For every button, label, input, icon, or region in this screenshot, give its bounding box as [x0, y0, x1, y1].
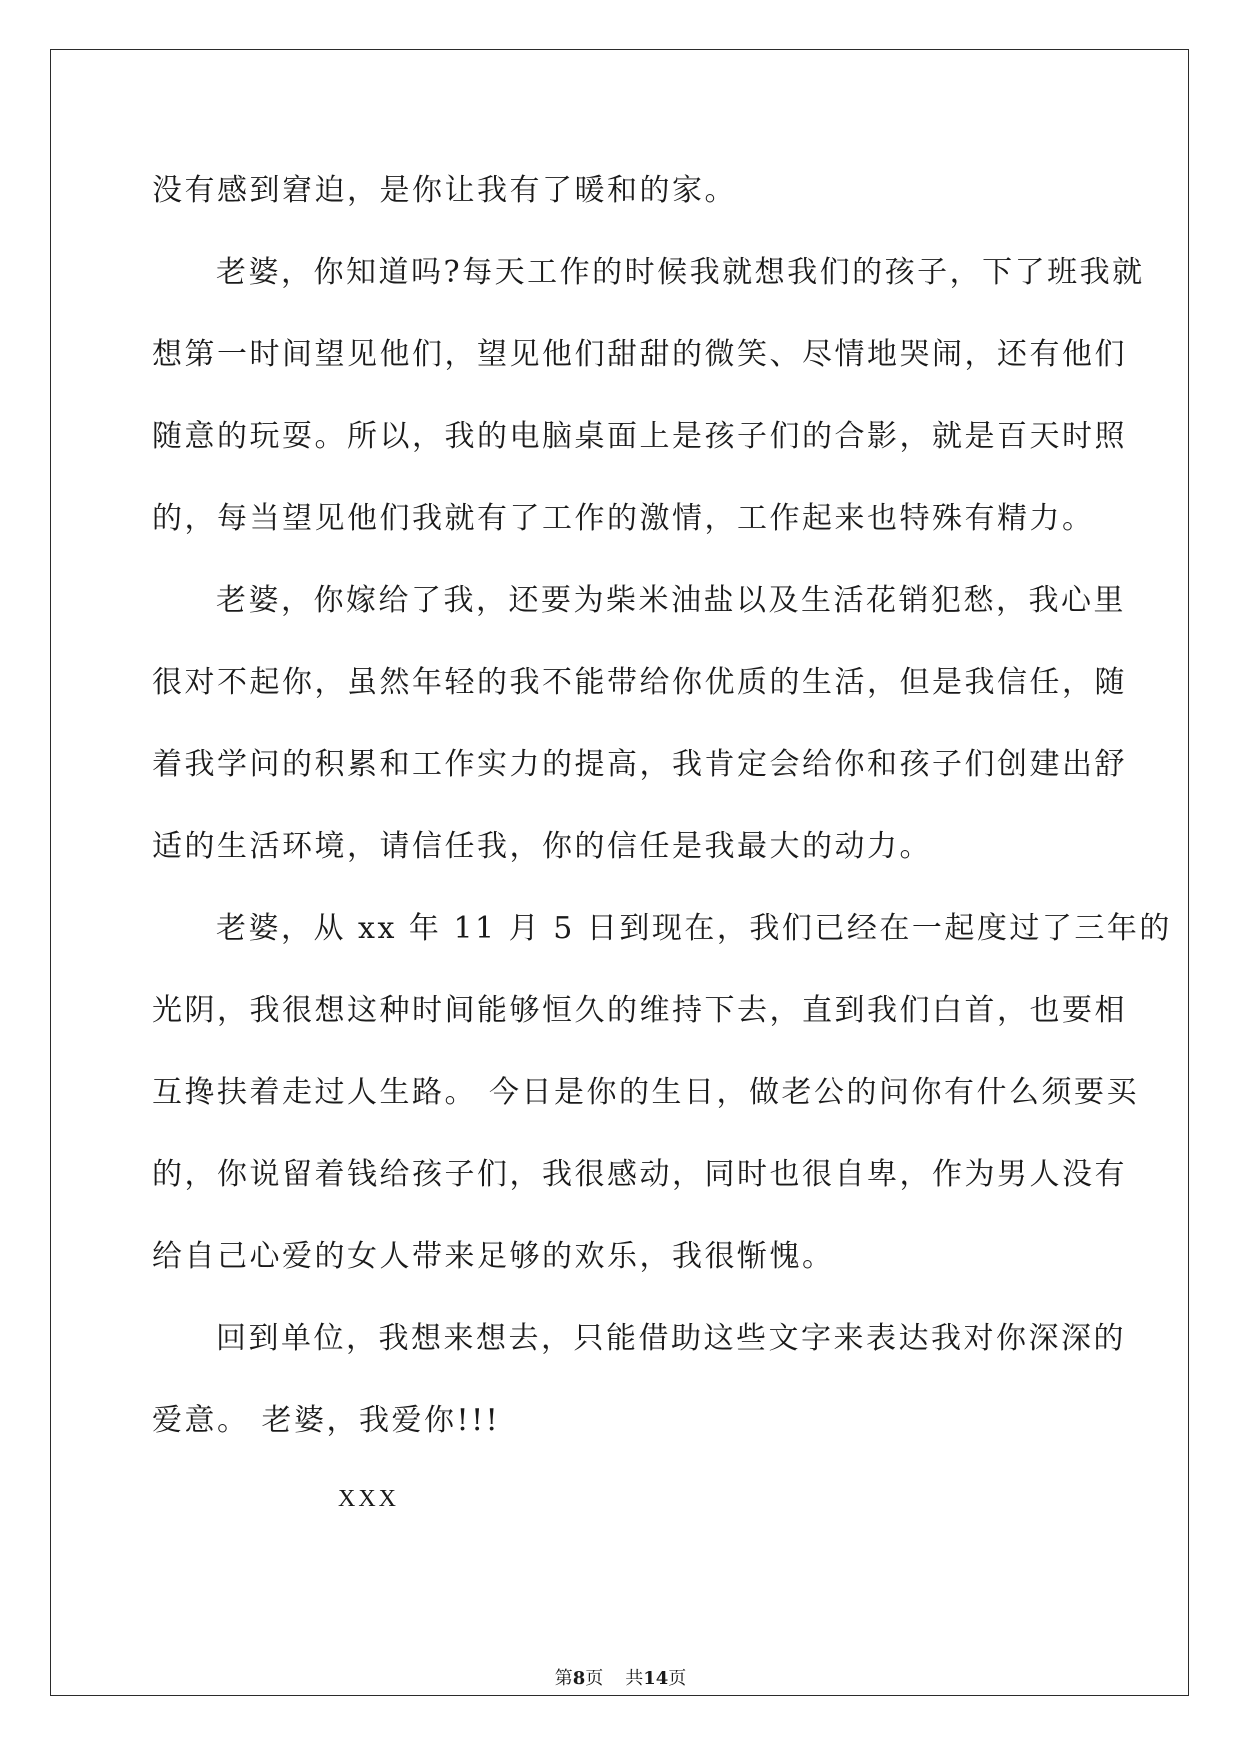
text-line: 爱意。 老婆，我爱你!!!	[152, 1403, 501, 1438]
letter-body	[152, 158, 1172, 1470]
text-line: 没有感到窘迫，是你让我有了暖和的家。	[152, 173, 737, 208]
paragraph-first-line: 回到单位，我想来想去，只能借助这些文字来表达我对你深深的	[216, 1321, 1126, 1356]
total-prefix: 共	[625, 1668, 644, 1689]
current-page: 8	[572, 1668, 586, 1689]
paragraph-first-line: 老婆，你嫁给了我，还要为柴米油盐以及生活花销犯愁，我心里	[216, 583, 1126, 618]
text-line: 的，你说留着钱给孩子们，我很感动，同时也很自卑，作为男人没有	[152, 1157, 1127, 1192]
total-suffix: 页	[668, 1668, 687, 1689]
page-prefix: 第	[554, 1668, 573, 1689]
total-pages: 14	[643, 1668, 669, 1689]
signature: XXX	[338, 1486, 399, 1512]
text-line: 的，每当望见他们我就有了工作的激情，工作起来也特殊有精力。	[152, 501, 1095, 536]
text-line: 想第一时间望见他们，望见他们甜甜的微笑、尽情地哭闹，还有他们	[152, 337, 1127, 372]
text-line: 很对不起你，虽然年轻的我不能带给你优质的生活，但是我信任，随	[152, 665, 1127, 700]
text-line: 光阴，我很想这种时间能够恒久的维持下去，直到我们白首，也要相	[152, 993, 1127, 1028]
paragraph-first-line: 老婆，从 xx 年 11 月 5 日到现在，我们已经在一起度过了三年的	[216, 911, 1172, 946]
text-line: 着我学问的积累和工作实力的提高，我肯定会给你和孩子们创建出舒	[152, 747, 1127, 782]
text-line: 适的生活环境，请信任我，你的信任是我最大的动力。	[152, 829, 932, 864]
page-suffix: 页	[585, 1668, 604, 1689]
page-number	[0, 1664, 1241, 1690]
text-line: 随意的玩耍。所以，我的电脑桌面上是孩子们的合影，就是百天时照	[152, 419, 1127, 454]
text-line: 互搀扶着走过人生路。 今日是你的生日，做老公的问你有什么须要买	[152, 1075, 1140, 1110]
text-line: 给自己心爱的女人带来足够的欢乐，我很惭愧。	[152, 1239, 835, 1274]
paragraph-first-line: 老婆，你知道吗?每天工作的时候我就想我们的孩子，下了班我就	[216, 255, 1145, 290]
